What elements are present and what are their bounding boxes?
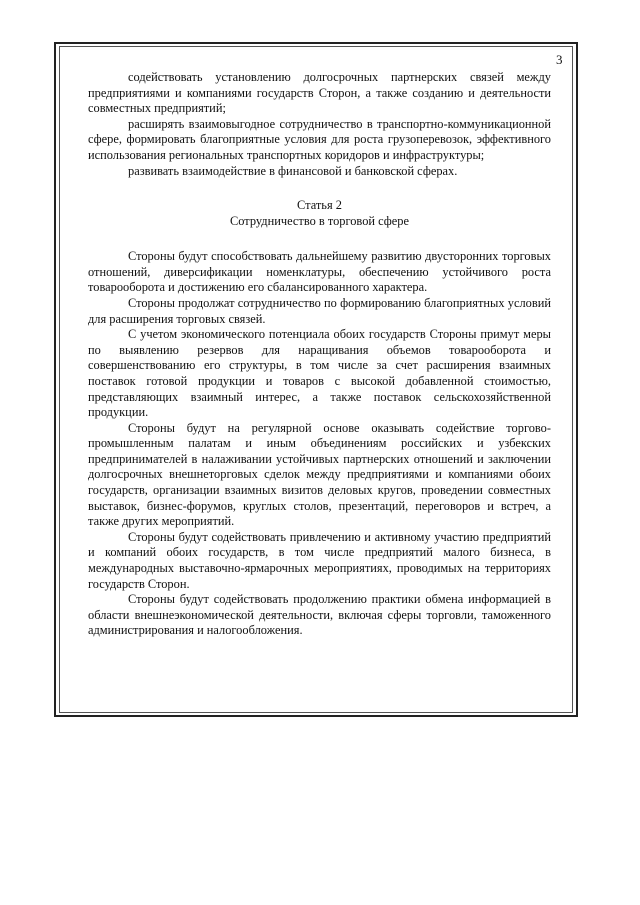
intro-paragraph: развивать взаимодействие в финансовой и банковской сферах. — [128, 163, 458, 178]
article-paragraph: Стороны будут содействовать продолжению практики обмена информацией в области внешнеэкономической деятельности, включая сферы торговли, таможенного администрирования и налогообложения. — [88, 592, 551, 638]
intro-paragraph: расширять взаимовыгодное сотрудничество в транспортно-коммуникационной сфере, формировать благоприятные условия для роста грузоперевозок, эффективного использования региональных транспортных коридоров и инфраструктуры; — [88, 116, 551, 162]
article-paragraph: Стороны будут содействовать привлечению и активному участию предприятий и компаний обоих государств, в том числе предприятий малого бизнеса, в международных выставочно-ярмарочных мероприятиях, проводимых на территориях государств Сторон. — [88, 529, 551, 591]
article-paragraph: С учетом экономического потенциала обоих государств Стороны примут меры по выявлению резервов для наращивания объемов товарооборота и совершенствованию его структуры, в том числе за счет расширения взаимных поставок готовой продукции и товаров с высокой добавленной стоимостью, представляющих взаимный интерес, а также поставок сельскохозяйственной продукции. — [88, 327, 551, 420]
article-paragraph: Стороны будут на регулярной основе оказывать содействие торгово-промышленным палатам и иным объединениям российских и узбекских предпринимателей в налаживании устойчивых партнерских отношений и заключении долгосрочных внешнеторговых сделок между предприятиями и компаниями обоих государств, организации взаимных визитов деловых кругов, проведении совместных выставок, бизнес-форумов, круглых столов, презентаций, переговоров и встреч, а также других мероприятий. — [88, 420, 551, 529]
article-paragraph: Стороны будут способствовать дальнейшему развитию двусторонних торговых отношений, диверсификации номенклатуры, обеспечению устойчивого роста товарооборота и достижению его сбалансированного характера. — [88, 249, 551, 295]
article-heading — [88, 197, 551, 229]
intro-paragraph: содействовать установлению долгосрочных партнерских связей между предприятиями и компаниями государств Сторон, а также созданию и деятельности совместных предприятий; — [88, 70, 551, 116]
article-number: Статья 2 — [297, 198, 342, 213]
article-title: Сотрудничество в торговой сфере — [229, 214, 409, 229]
document-body — [88, 70, 551, 639]
page-number: 3 — [556, 52, 563, 67]
article-paragraph: Стороны продолжат сотрудничество по формированию благоприятных условий для расширения торговых связей. — [88, 295, 551, 326]
